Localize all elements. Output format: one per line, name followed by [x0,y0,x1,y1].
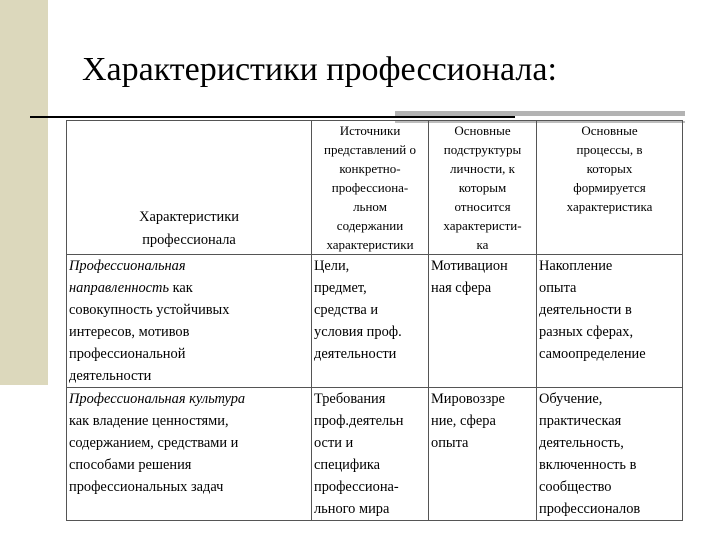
title-underline-rule [30,116,515,118]
cell-substructures: Мотивацион ная сфера [429,255,537,388]
header-sources: Источники представлений о конкретно- профессиона- льном содержании характеристики [312,121,429,255]
table-header-row [67,121,683,255]
header-processes: Основные процессы, в которых формируется характеристика [537,121,683,255]
cell-substructures: Мировоззре ние, сфера опыта [429,388,537,521]
decorative-left-bar [0,0,48,385]
cell-sources: Требования проф.деятельн ости и специфика профессиона- льного мира [312,388,429,521]
header-substructures: Основные подструктуры личности, к которым относится характеристи- ка [429,121,537,255]
cell-sources: Цели, предмет, средства и условия проф. деятельности [312,255,429,388]
cell-characteristic [67,255,312,388]
characteristic-description: как совокупность устойчивых интересов, мотивов профессиональной деятельности [69,280,230,384]
characteristic-name: Профессиональная культура [69,391,246,407]
characteristic-description: как владение ценностями, содержанием, средствами и способами решения профессиональных задач [69,413,239,495]
characteristics-table [66,120,683,521]
characteristic-name: Профессиональная направленность [69,258,186,296]
table-row [67,255,683,388]
cell-processes: Накопление опыта деятельности в разных сферах, самоопределение [537,255,683,388]
header-characteristics: Характеристики профессионала [67,121,312,255]
slide-title: Характеристики профессионала: [82,51,557,88]
cell-processes: Обучение, практическая деятельность, включенность в сообщество профессионалов [537,388,683,521]
table-row [67,388,683,521]
cell-characteristic [67,388,312,521]
